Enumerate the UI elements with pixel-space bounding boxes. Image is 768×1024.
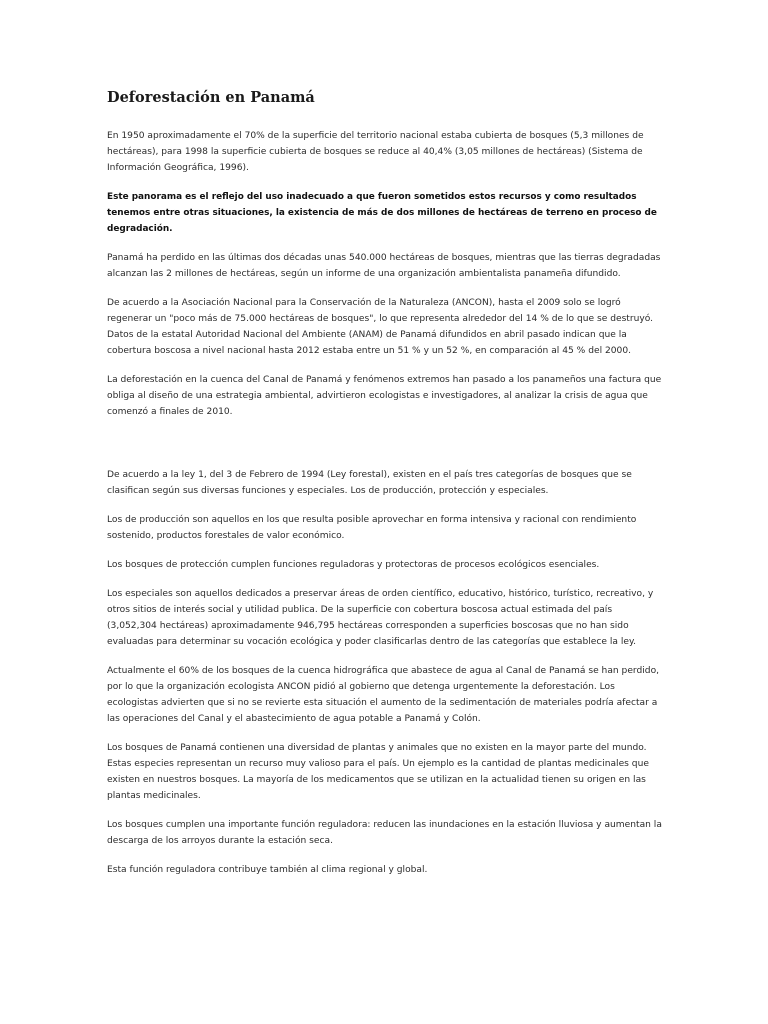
paragraph-2-bold: Este panorama es el reflejo del uso inadecuado a que fueron sometidos estos recursos y como resultados tenemos entre otras situaciones, la existencia de más de dos millones de hectáreas de terreno en proceso de degradación. <box>107 192 657 234</box>
paragraph-10: Actualmente el 60% de los bosques de la cuenca hidrográfica que abastece de agua al Canal de Panamá se han perdido, por lo que la organización ecologista ANCON pidió al gobierno que detenga urgentemente la deforestación. Los ecologistas advierten que si no se revierte esta situación el aumento de la sedimentación de materiales podría afectar a las operaciones del Canal y el abastecimiento de agua potable a Panamá y Colón. <box>107 666 660 724</box>
document-body <box>107 88 663 891</box>
paragraph-4: De acuerdo a la Asociación Nacional para la Conservación de la Naturaleza (ANCON), hasta el 2009 solo se logró regenerar un "poco más de 75.000 hectáreas de bosques", lo que representa alrededor del 14 % de lo que se destruyó. Datos de la estatal Autoridad Nacional del Ambiente (ANAM) de Panamá difundidos en abril pasado indican que la cobertura boscosa a nivel nacional hasta 2012 estaba entre un 51 % y un 52 %, en comparación al 45 % del 2000. <box>107 298 654 356</box>
paragraph-3: Panamá ha perdido en las últimas dos décadas unas 540.000 hectáreas de bosques, mientras que las tierras degradadas alcanzan las 2 millones de hectáreas, según un informe de una organización ambientalista panameña difundido. <box>107 253 661 279</box>
paragraph-1: En 1950 aproximadamente el 70% de la superficie del territorio nacional estaba cubierta de bosques (5,3 millones de hectáreas), para 1998 la superficie cubierta de bosques se reduce al 40,4% (3,05 millones de hectáreas) (Sistema de Información Geográfica, 1996). <box>107 131 644 173</box>
paragraph-9: Los especiales son aquellos dedicados a preservar áreas de orden científico, educativo, histórico, turístico, recreativo, y otros sitios de interés social y utilidad publica. De la superficie con cobertura boscosa actual estimada del país (3,052,304 hectáreas) aproximadamente 946,795 hectáreas corresponden a superficies boscosas que no han sido evaluadas para determinar su vocación ecológica y poder clasificarlas dentro de las categorías que establece la ley. <box>107 589 654 647</box>
paragraph-8: Los bosques de protección cumplen funciones reguladoras y protectoras de procesos ecológicos esenciales. <box>107 560 600 570</box>
paragraph-12: Los bosques cumplen una importante función reguladora: reducen las inundaciones en la estación lluviosa y aumentan la descarga de los arroyos durante la estación seca. <box>107 820 662 846</box>
document-title: Deforestación en Panamá <box>107 89 315 106</box>
paragraph-6: De acuerdo a la ley 1, del 3 de Febrero de 1994 (Ley forestal), existen en el país tres categorías de bosques que se clasifican según sus diversas funciones y especiales. Los de producción, protección y especiales. <box>107 470 632 496</box>
paragraph-11: Los bosques de Panamá contienen una diversidad de plantas y animales que no existen en la mayor parte del mundo. Estas especies representan un recurso muy valioso para el país. Un ejemplo es la cantidad de plantas medicinales que existen en nuestros bosques. La mayoría de los medicamentos que se utilizan en la actualidad tienen su origen en las plantas medicinales. <box>107 743 649 801</box>
paragraph-5: La deforestación en la cuenca del Canal de Panamá y fenómenos extremos han pasado a los panameños una factura que obliga al diseño de una estrategia ambiental, advirtieron ecologistas e investigadores, al analizar la crisis de agua que comenzó a finales de 2010. <box>107 375 662 417</box>
paragraph-13: Esta función reguladora contribuye también al clima regional y global. <box>107 865 428 875</box>
paragraph-7: Los de producción son aquellos en los que resulta posible aprovechar en forma intensiva y racional con rendimiento sostenido, productos forestales de valor económico. <box>107 515 637 541</box>
